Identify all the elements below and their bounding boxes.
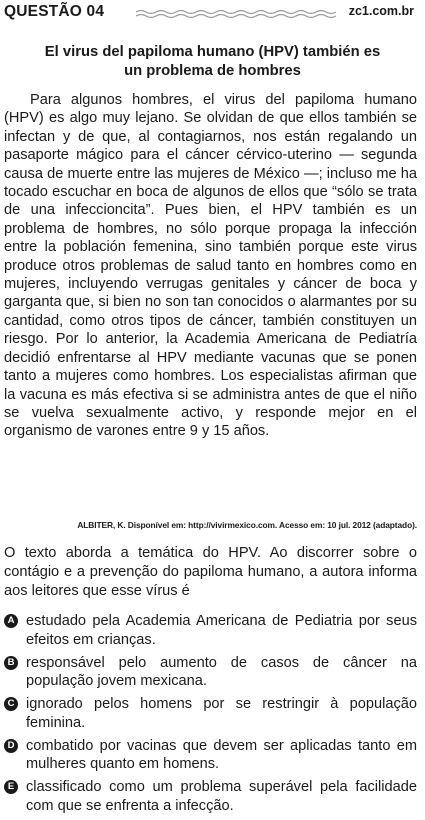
- option-d[interactable]: [4, 737, 417, 774]
- option-a-text: estudado pela Academia Americana de Pediatria por seus efeitos em crianças.: [26, 613, 417, 648]
- option-b[interactable]: [4, 654, 417, 691]
- answer-options: [4, 612, 417, 820]
- option-e-letter-badge: E: [4, 780, 18, 794]
- decorative-wave-divider: [136, 9, 341, 19]
- passage-title-line2: un problema de hombres: [124, 63, 301, 79]
- passage-title: [10, 43, 415, 81]
- option-d-text: combatido por vacinas que devem ser aplicadas tanto em mulheres quanto em homens.: [26, 737, 417, 773]
- question-stem: O texto aborda a temática do HPV. Ao discorrer sobre o contágio e a prevenção do papiloma humano, a autora informa aos leitores que esse vírus é: [4, 545, 417, 599]
- question-number: QUESTÃO 04: [4, 3, 105, 20]
- option-e-text: classificado como um problema superável pela facilidade com que se enfrenta a infecção.: [26, 779, 417, 814]
- option-b-text: responsável pelo aumento de casos de câncer na população jovem mexicana.: [26, 654, 417, 690]
- option-d-letter-badge: D: [4, 739, 18, 753]
- option-a[interactable]: [4, 612, 417, 649]
- question-header: [4, 3, 418, 23]
- source-citation: ALBITER, K. Disponível em: http://vivirmexico.com. Acesso em: 10 jul. 2012 (adaptado).: [77, 520, 417, 530]
- option-c[interactable]: [4, 695, 417, 732]
- option-c-letter-badge: C: [4, 697, 18, 711]
- option-a-letter-badge: A: [4, 614, 18, 628]
- option-b-letter-badge: B: [4, 656, 18, 670]
- option-c-text: ignorado pelos homens por se restringir à população feminina.: [26, 696, 417, 731]
- passage-text: Para algunos hombres, el virus del papiloma humano (HPV) es algo muy lejano. Se olvidan de que ellos también se infectan y de que, al contagiarnos, nos están regalando un pasaporte mágico para el cáncer cérvico-uterino — segunda causa de muerte entre las mujeres de México —; incluso me ha tocado escuchar en boca de algunos de ellos que “sólo se trata de una infeccioncita”. Pues bien, el HPV también es un problema de hombres, no sólo porque propaga la infección entre la población femenina, sino también porque este virus produce otros problemas de salud tanto en hombres como en mujeres, incluyendo verrugas genitales y cáncer de boca y garganta que, si bien no son tan conocidos o alarmantes por su cantidad, como otros tipos de cáncer, también constituyen un riesgo. Por lo anterior, la Academia Americana de Pediatría decidió enfrentarse al HPV mediante vacunas que se ponen tanto a mujeres como hombres. Los especialistas afirman que la vacuna es más efectiva si se administra antes de que el niño se vuelva sexualmente activo, y responde mejor en el organismo de varones entre 9 y 15 años.: [4, 92, 417, 440]
- option-e[interactable]: [4, 778, 417, 815]
- site-watermark: zc1.com.br: [348, 4, 414, 18]
- passage-title-line1: El virus del papiloma humano (HPV) también es: [44, 44, 381, 60]
